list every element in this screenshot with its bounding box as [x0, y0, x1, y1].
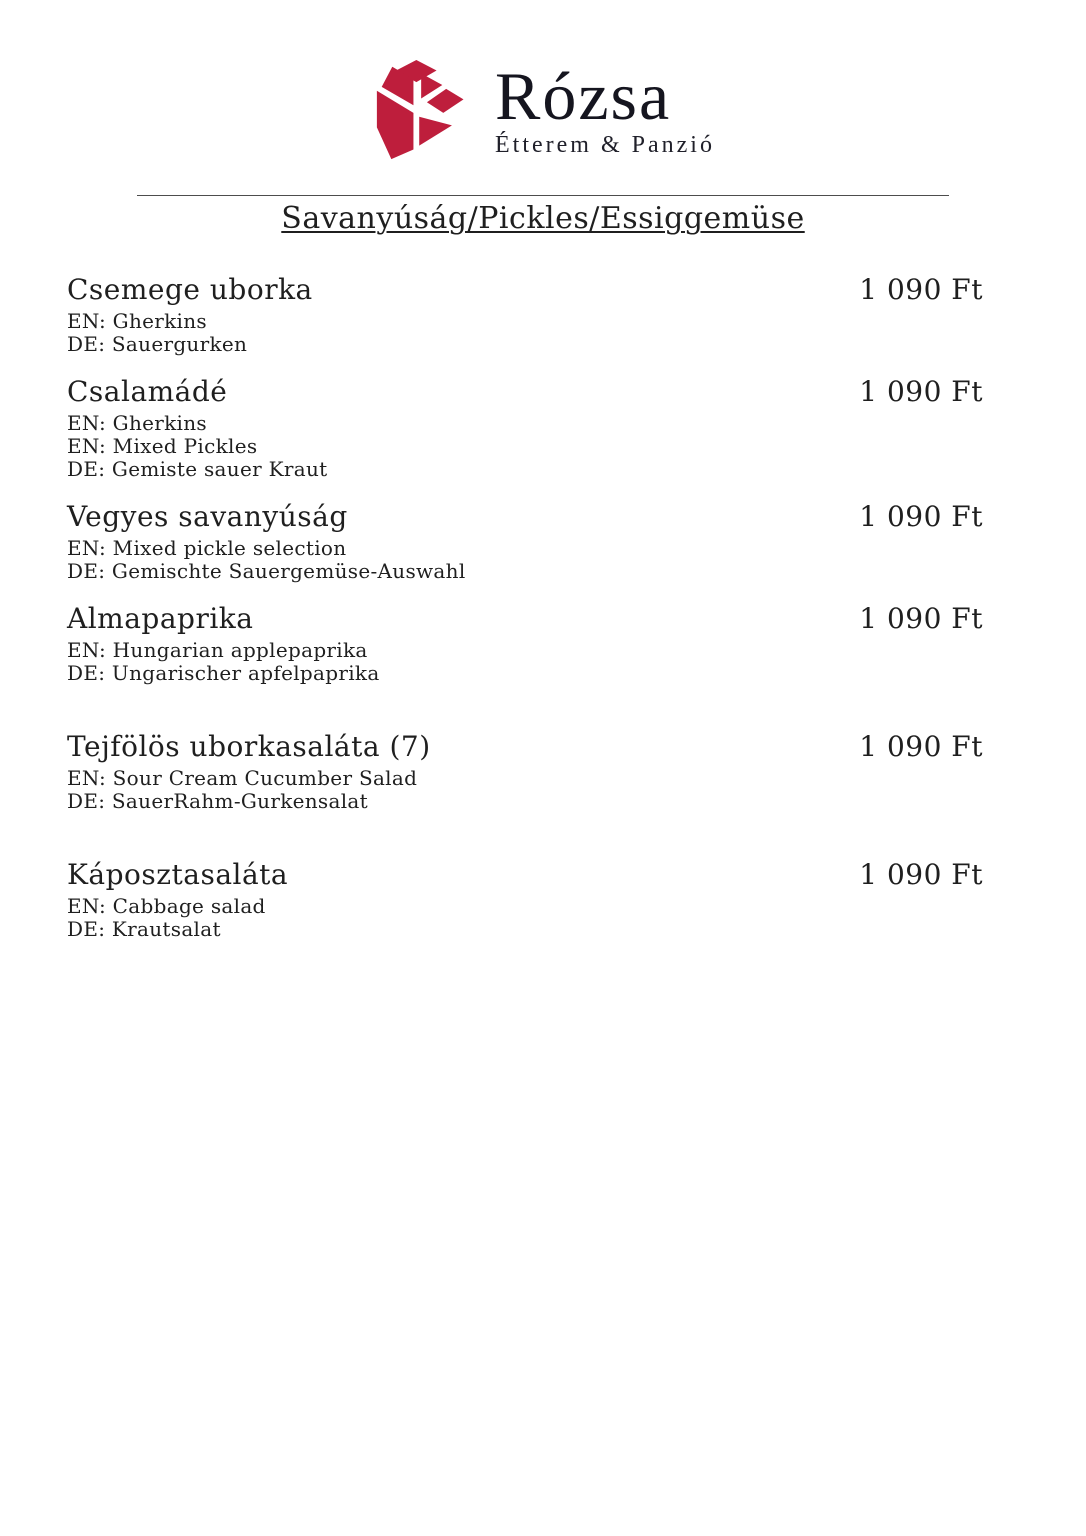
logo-text-block	[495, 57, 715, 159]
menu-item	[67, 603, 983, 685]
item-translation: EN: Mixed Pickles	[67, 434, 258, 458]
menu-item-row	[67, 603, 983, 635]
item-translation: EN: Gherkins	[67, 309, 207, 333]
item-translation: DE: Gemiste sauer Kraut	[67, 457, 328, 481]
item-translation: DE: Ungarischer apfelpaprika	[67, 661, 380, 685]
item-name: Tejfölös uborkasaláta (7)	[67, 730, 431, 763]
item-translation: EN: Cabbage salad	[67, 894, 266, 918]
item-translation: DE: Krautsalat	[67, 917, 221, 941]
item-translations	[67, 895, 983, 941]
item-translations	[67, 412, 983, 481]
item-price: 1 090 Ft	[859, 273, 983, 306]
item-translation: DE: SauerRahm-Gurkensalat	[67, 789, 368, 813]
item-name: Vegyes savanyúság	[67, 500, 348, 533]
item-price: 1 090 Ft	[859, 730, 983, 763]
item-price: 1 090 Ft	[859, 500, 983, 533]
item-translation: EN: Gherkins	[67, 411, 207, 435]
item-price: 1 090 Ft	[859, 375, 983, 408]
restaurant-logo	[0, 58, 1086, 162]
item-translation: EN: Sour Cream Cucumber Salad	[67, 766, 418, 790]
menu-item	[67, 501, 983, 583]
item-name: Almapaprika	[67, 602, 254, 635]
item-name: Káposztasaláta	[67, 858, 289, 891]
divider-line	[137, 195, 949, 196]
menu-item-row	[67, 859, 983, 891]
menu-item-row	[67, 274, 983, 306]
item-translations	[67, 767, 983, 813]
item-name: Csalamádé	[67, 375, 228, 408]
item-translation: DE: Gemischte Sauergemüse-Auswahl	[67, 559, 466, 583]
menu-item	[67, 731, 983, 813]
section-title: Savanyúság/Pickles/Essiggemüse	[281, 201, 805, 236]
item-translation: DE: Sauergurken	[67, 332, 248, 356]
item-translations	[67, 639, 983, 685]
item-translation: EN: Mixed pickle selection	[67, 536, 347, 560]
menu-item-row	[67, 501, 983, 533]
item-translations	[67, 537, 983, 583]
item-translations	[67, 310, 983, 356]
menu-item	[67, 859, 983, 941]
menu-item-row	[67, 731, 983, 763]
restaurant-subtitle: Étterem & Panzió	[495, 131, 715, 158]
item-price: 1 090 Ft	[859, 602, 983, 635]
restaurant-name: Rózsa	[495, 57, 672, 134]
item-price: 1 090 Ft	[859, 858, 983, 891]
menu-item-row	[67, 376, 983, 408]
rose-logo-icon	[371, 59, 479, 161]
menu-item	[67, 376, 983, 481]
menu-list	[67, 274, 983, 941]
menu-item	[67, 274, 983, 356]
item-translation: EN: Hungarian applepaprika	[67, 638, 368, 662]
item-name: Csemege uborka	[67, 273, 313, 306]
